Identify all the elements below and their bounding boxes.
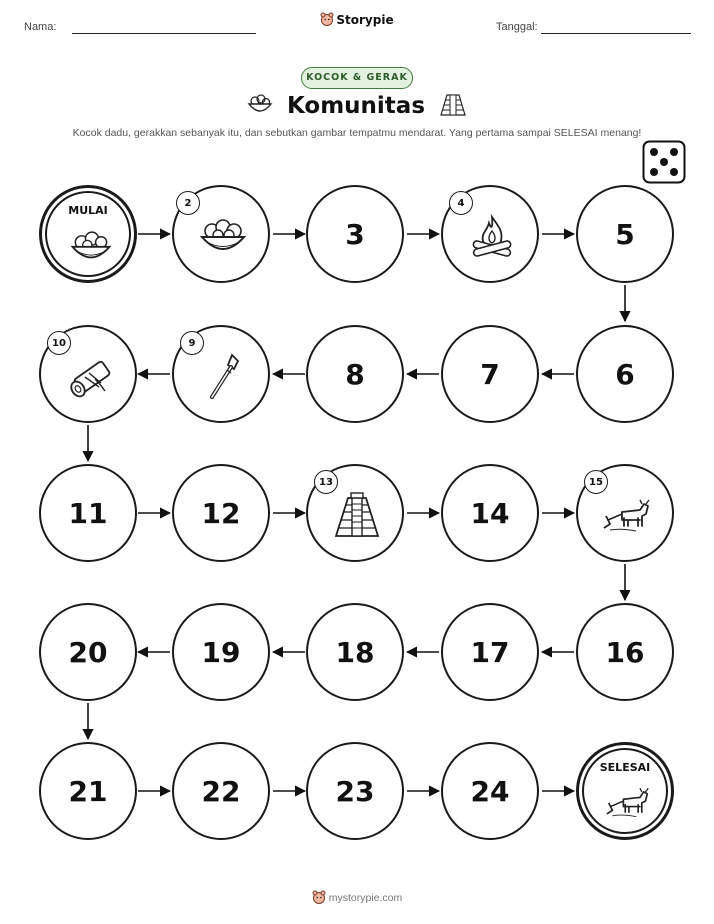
board-space-11[interactable] bbox=[39, 464, 137, 562]
page-title: Komunitas bbox=[286, 93, 426, 119]
fruit-bowl-icon bbox=[68, 222, 114, 268]
pyramid-icon bbox=[332, 490, 382, 540]
board-space-13[interactable] bbox=[306, 464, 404, 562]
board-space-16[interactable] bbox=[576, 603, 674, 701]
space-number: 22 bbox=[201, 774, 241, 808]
board-space-21[interactable] bbox=[39, 742, 137, 840]
board-space-14[interactable] bbox=[441, 464, 539, 562]
space-number-tag: 15 bbox=[584, 470, 608, 494]
footer bbox=[0, 890, 714, 904]
board-space-7[interactable] bbox=[441, 325, 539, 423]
space-number: 14 bbox=[470, 496, 510, 530]
space-number-tag: 4 bbox=[449, 191, 473, 215]
board-space-18[interactable] bbox=[306, 603, 404, 701]
space-number-tag: 2 bbox=[176, 191, 200, 215]
fruit-bowl-icon bbox=[198, 211, 248, 261]
space-number-tag: 10 bbox=[47, 331, 71, 355]
board-space-15[interactable] bbox=[576, 464, 674, 562]
spear-icon bbox=[198, 351, 248, 401]
board-space-9[interactable] bbox=[172, 325, 270, 423]
space-number: 8 bbox=[345, 357, 365, 391]
start-label: MULAI bbox=[68, 204, 108, 217]
ox-plow-icon bbox=[605, 779, 651, 825]
space-number: 24 bbox=[470, 774, 510, 808]
space-number: 23 bbox=[335, 774, 375, 808]
board-space-22[interactable] bbox=[172, 742, 270, 840]
board-space-6[interactable] bbox=[576, 325, 674, 423]
space-number: 21 bbox=[68, 774, 108, 808]
board-space-17[interactable] bbox=[441, 603, 539, 701]
finish-label: SELESAI bbox=[599, 761, 651, 774]
space-number: 16 bbox=[605, 635, 645, 669]
board-space-19[interactable] bbox=[172, 603, 270, 701]
board-space-8[interactable] bbox=[306, 325, 404, 423]
space-number: 18 bbox=[335, 635, 375, 669]
board-space-finish[interactable] bbox=[576, 742, 674, 840]
space-number: 6 bbox=[615, 357, 635, 391]
date-label: Tanggal: bbox=[496, 21, 538, 33]
board-space-4[interactable] bbox=[441, 185, 539, 283]
space-number: 12 bbox=[201, 496, 241, 530]
brand-name: Storypie bbox=[336, 13, 394, 27]
footer-url[interactable]: mystorypie.com bbox=[328, 892, 403, 904]
space-number-tag: 13 bbox=[314, 470, 338, 494]
board-space-10[interactable] bbox=[39, 325, 137, 423]
campfire-icon bbox=[467, 211, 517, 261]
board-space-12[interactable] bbox=[172, 464, 270, 562]
storypie-logo-icon bbox=[312, 890, 326, 904]
board-space-23[interactable] bbox=[306, 742, 404, 840]
name-label: Nama: bbox=[24, 21, 57, 33]
space-number-tag: 9 bbox=[180, 331, 204, 355]
board-space-start[interactable] bbox=[39, 185, 137, 283]
board-space-3[interactable] bbox=[306, 185, 404, 283]
space-number: 17 bbox=[470, 635, 510, 669]
activity-badge: KOCOK & GERAK bbox=[301, 67, 413, 89]
space-number: 5 bbox=[615, 217, 635, 251]
space-number: 20 bbox=[68, 635, 108, 669]
board-space-5[interactable] bbox=[576, 185, 674, 283]
space-number: 19 bbox=[201, 635, 241, 669]
board-space-2[interactable] bbox=[172, 185, 270, 283]
space-number: 11 bbox=[68, 496, 108, 530]
instructions: Kocok dadu, gerakkan sebanyak itu, dan sebutkan gambar tempatmu mendarat. Yang pertama sampai SELESAI menang! bbox=[72, 127, 642, 139]
ox-plow-icon bbox=[602, 490, 652, 540]
space-number: 3 bbox=[345, 217, 365, 251]
space-number: 7 bbox=[480, 357, 500, 391]
board-space-24[interactable] bbox=[441, 742, 539, 840]
board-space-20[interactable] bbox=[39, 603, 137, 701]
scroll-icon bbox=[65, 351, 115, 401]
